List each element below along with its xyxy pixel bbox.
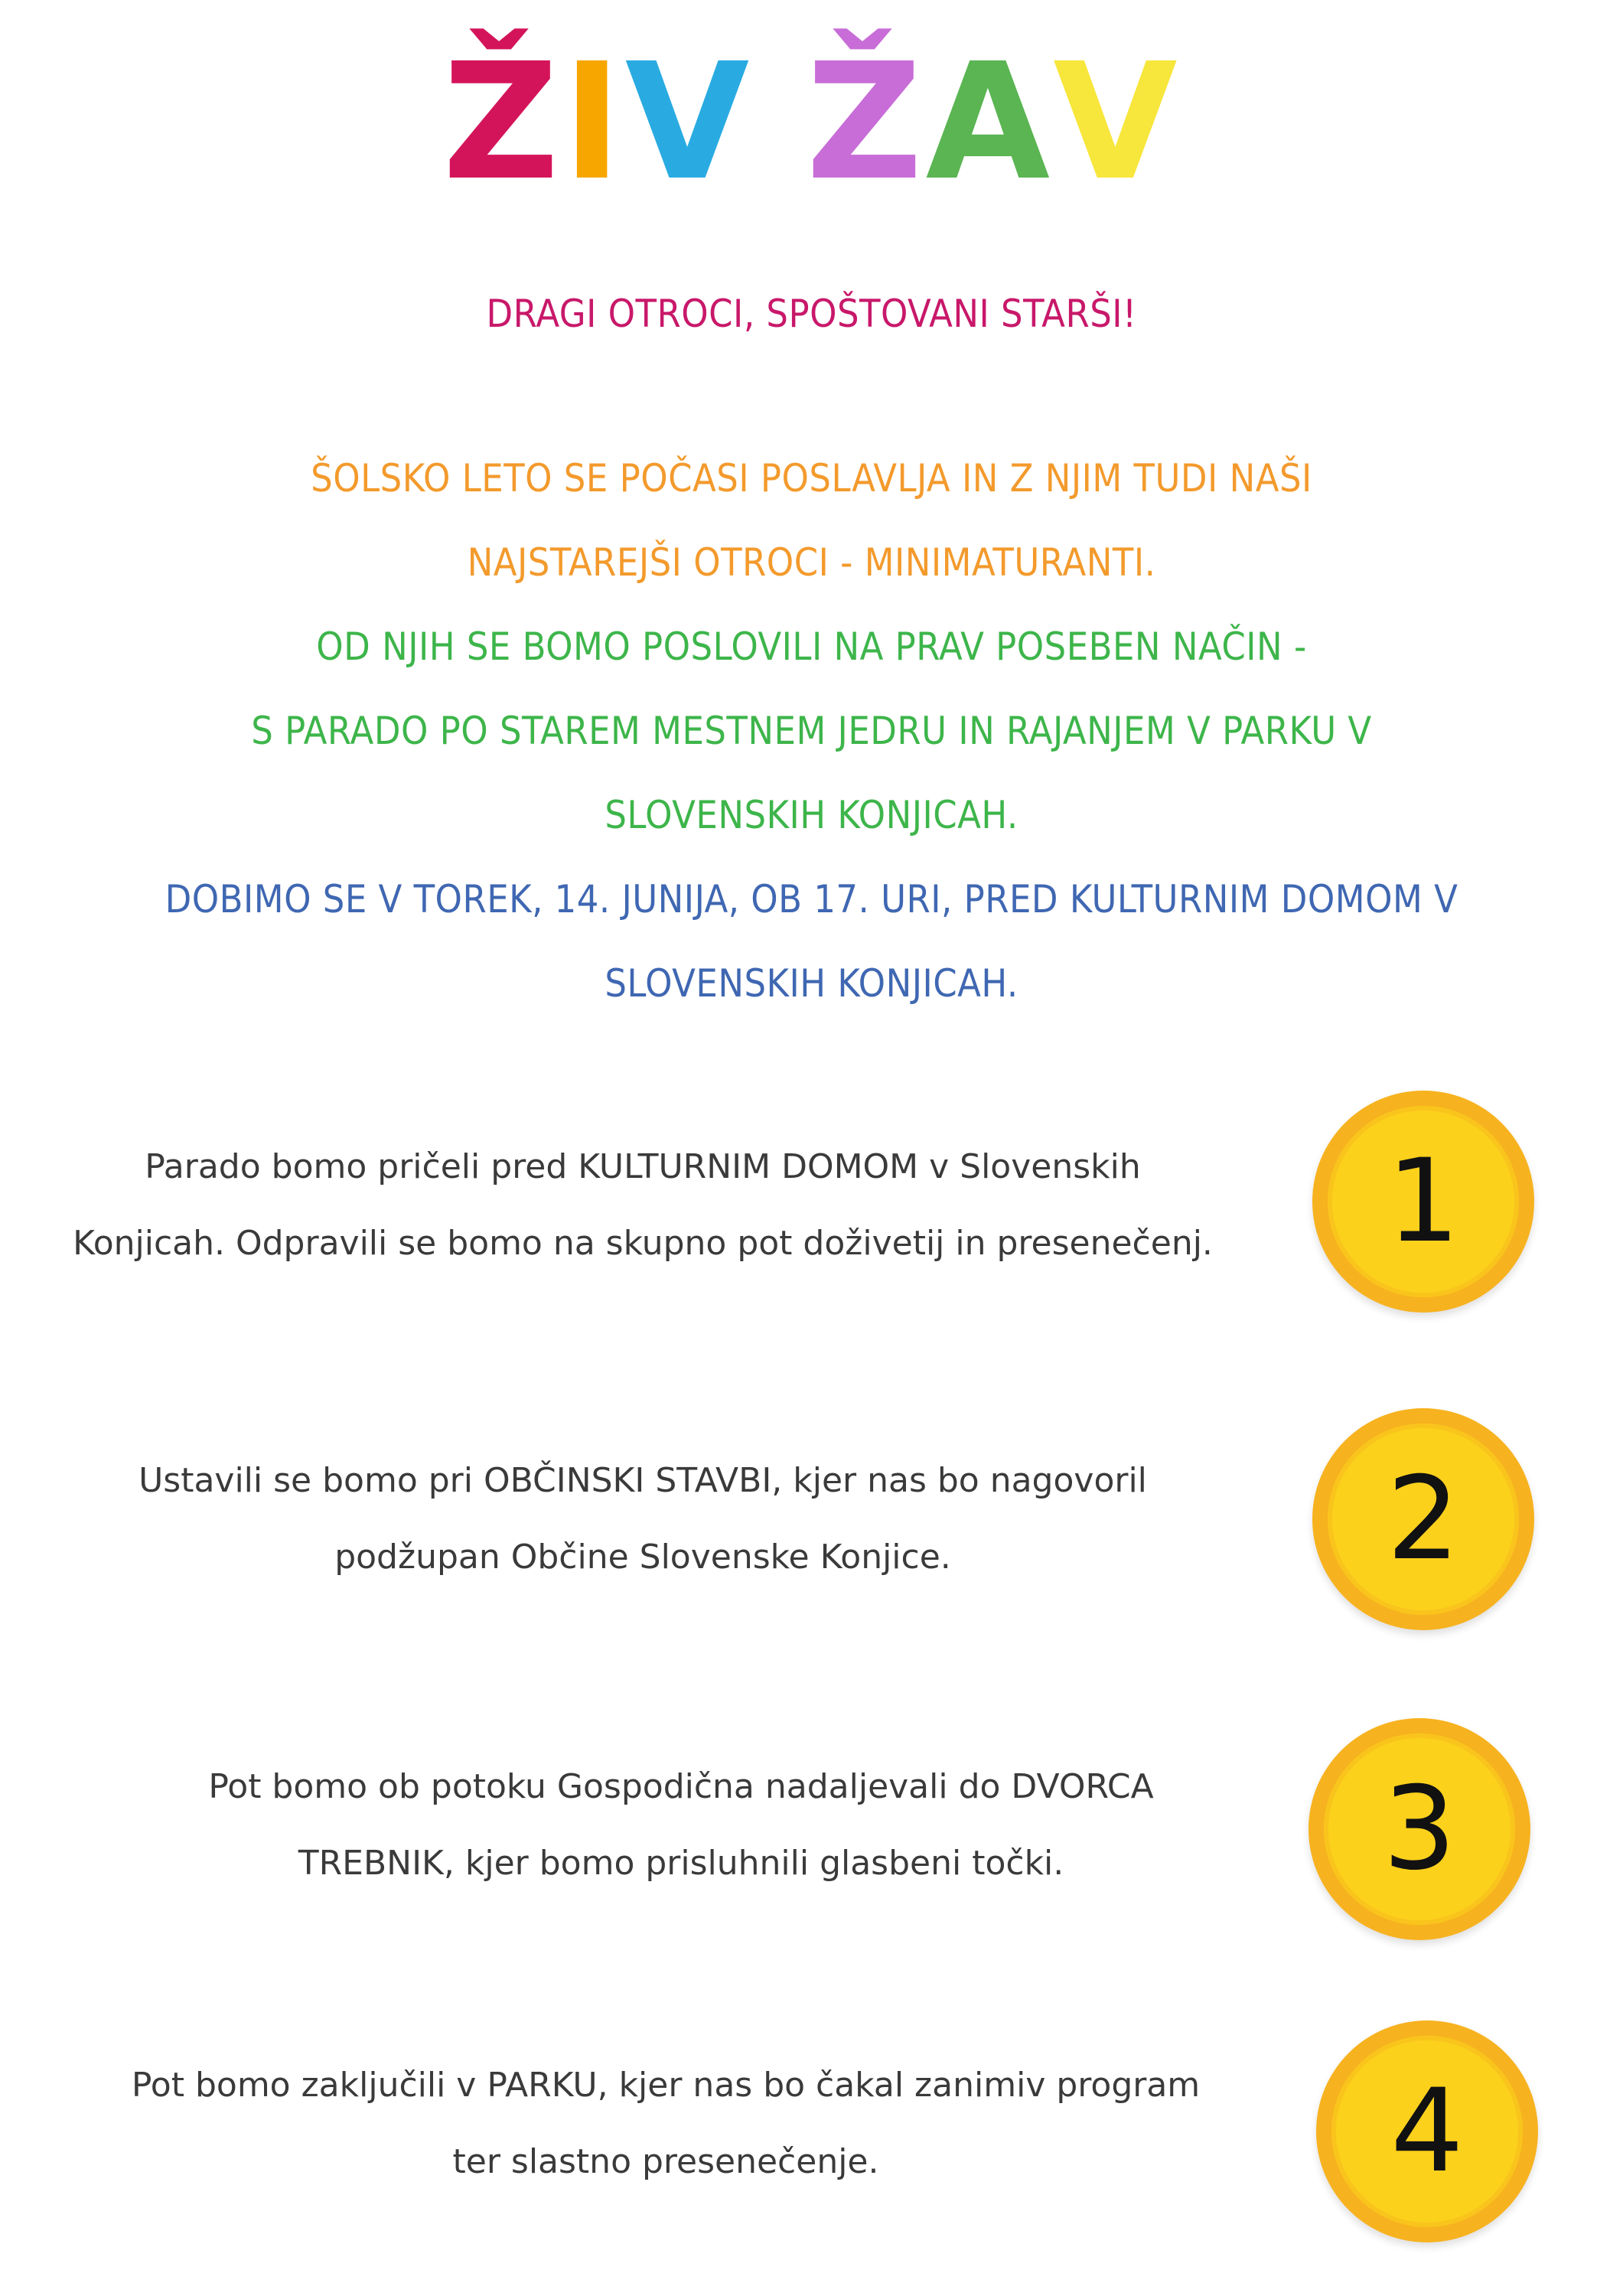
step-3-badge: [1309, 1718, 1530, 1940]
step-text-line: TREBNIK, kjer bomo prisluhnili glasbeni točki.: [298, 1844, 1064, 1883]
title-letter: Ž: [442, 28, 562, 216]
title-letter: Ž: [806, 28, 926, 216]
step-number: 2: [1387, 1453, 1460, 1586]
intro-line: S PARADO PO STAREM MESTNEM JEDRU IN RAJANJEM V PARKU V: [251, 709, 1372, 753]
step-text-line: ter slastno presenečenje.: [452, 2142, 879, 2181]
title-letter: V: [1053, 28, 1181, 216]
step-text-line: Konjicah. Odpravili se bomo na skupno pot doživetij in presenečenj.: [73, 1224, 1213, 1263]
intro-line: ŠOLSKO LETO SE POČASI POSLAVLJA IN Z NJIM TUDI NAŠI: [311, 456, 1312, 501]
step-text-line: Pot bomo zaključili v PARKU, kjer nas bo čakal zanimiv program: [131, 2066, 1201, 2105]
step-text-line: Ustavili se bomo pri OBČINSKI STAVBI, kjer nas bo nagovoril: [139, 1461, 1147, 1500]
title-letter: I: [562, 28, 625, 216]
step-2-text: [31, 1443, 1255, 1596]
step-number: 3: [1383, 1763, 1456, 1896]
step-1-text: [31, 1129, 1255, 1282]
intro-line: SLOVENSKIH KONJICAH.: [605, 793, 1018, 837]
intro-line: OD NJIH SE BOMO POSLOVILI NA PRAV POSEBEN NAČIN -: [316, 625, 1307, 669]
step-4-text: [54, 2047, 1278, 2200]
step-3-text: [69, 1749, 1293, 1902]
greeting: DRAGI OTROCI, SPOŠTOVANI STARŠI!: [486, 292, 1137, 336]
step-text-line: podžupan Občine Slovenske Konjice.: [334, 1538, 951, 1577]
title-letter: A: [925, 28, 1054, 216]
step-text-line: Parado bomo pričeli pred KULTURNIM DOMOM v Slovenskih: [145, 1147, 1141, 1186]
step-text-line: Pot bomo ob potoku Gospodična nadaljevali do DVORCA: [208, 1767, 1154, 1806]
meeting-info-line: DOBIMO SE V TOREK, 14. JUNIJA, OB 17. URI, PRED KULTURNIM DOMOM V: [165, 877, 1458, 921]
step-number: 4: [1390, 2065, 1464, 2198]
step-2-badge: [1312, 1408, 1534, 1630]
meeting-info-line: SLOVENSKIH KONJICAH.: [605, 961, 1018, 1006]
intro-line: NAJSTAREJŠI OTROCI - MINIMATURANTI.: [467, 540, 1156, 585]
page-title: [0, 23, 1623, 222]
step-4-badge: [1316, 2020, 1538, 2242]
title-letter: V: [624, 28, 753, 216]
step-1-badge: [1312, 1091, 1534, 1313]
step-number: 1: [1387, 1135, 1460, 1268]
